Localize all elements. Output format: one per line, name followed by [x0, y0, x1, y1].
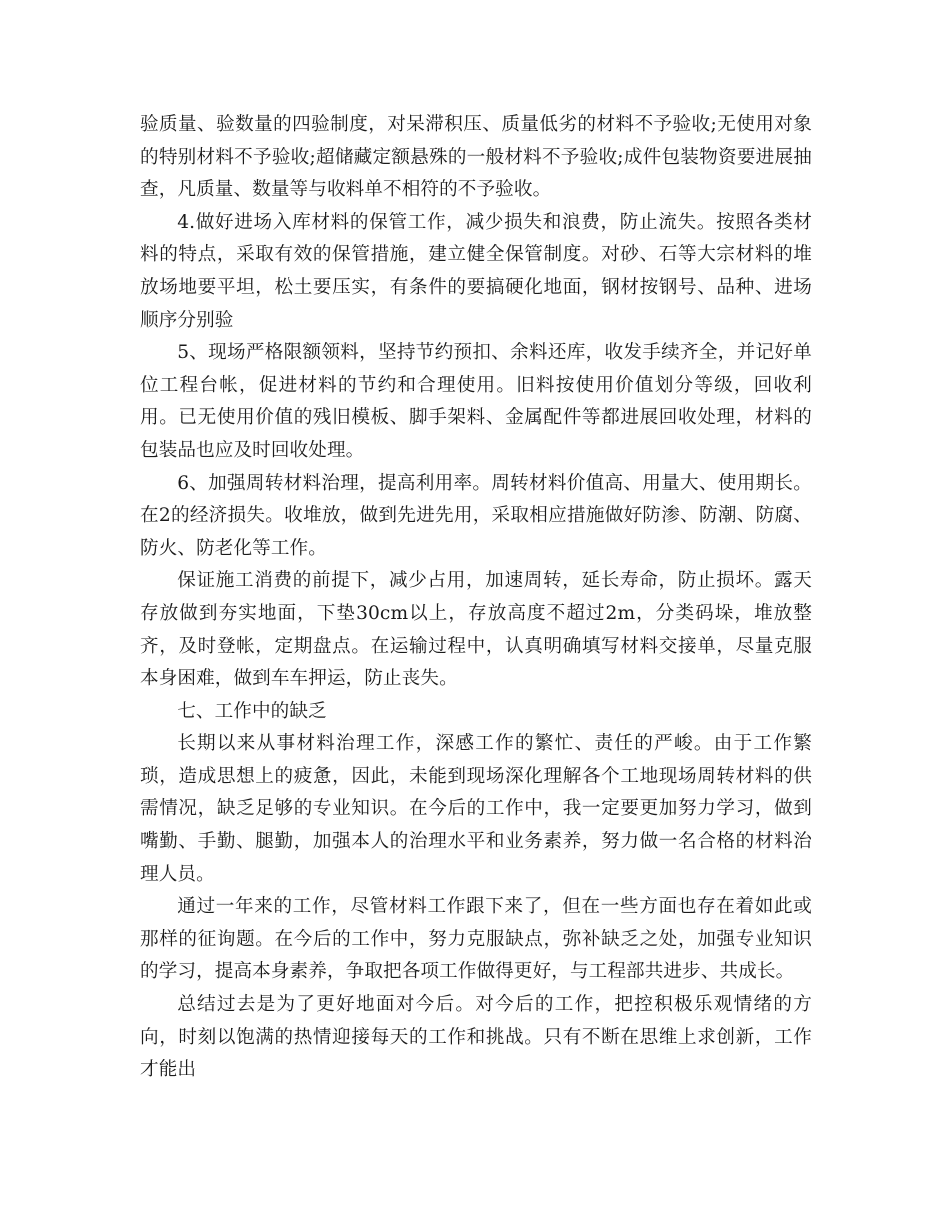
- paragraph-6: 长期以来从事材料治理工作，深感工作的繁忙、责任的严峻。由于工作繁琐，造成思想上的疲惫，因此，未能到现场深化理解各个工地现场周转材料的供需情况，缺乏足够的专业知识。在今后的工作中，我一定要更加努力学习，做到嘴勤、手勤、腿勤，加强本人的治理水平和业务素养，努力做一名合格的材料治理人员。: [140, 733, 812, 885]
- paragraph-2: 4.做好进场入库材料的保管工作，减少损失和浪费，防止流失。按照各类材料的特点，采取有效的保管措施，建立健全保管制度。对砂、石等大宗材料的堆放场地要平坦，松土要压实，有条件的要搞硬化地面，钢材按钢号、品种、进场顺序分别验: [140, 211, 812, 331]
- paragraph-4: 6、加强周转材料治理，提高利用率。周转材料价值高、用量大、使用期长。在2的经济损失。收堆放，做到先进先用，采取相应措施做好防渗、防潮、防腐、防火、防老化等工作。: [140, 472, 812, 559]
- paragraph-5: 保证施工消费的前提下，减少占用，加速周转，延长寿命，防止损坏。露天存放做到夯实地面，下垫30cm以上，存放高度不超过2m，分类码垛，堆放整齐，及时登帐，定期盘点。在运输过程中，认真明确填写材料交接单，尽量克服本身困难，做到车车押运，防止丧失。: [140, 570, 812, 690]
- document-body: [140, 109, 812, 1087]
- paragraph-8: 总结过去是为了更好地面对今后。对今后的工作，把控积极乐观情绪的方向，时刻以饱满的热情迎接每天的工作和挑战。只有不断在思维上求创新，工作才能出: [140, 994, 812, 1081]
- section-heading: 七、工作中的缺乏: [177, 700, 327, 722]
- paragraph-7: 通过一年来的工作，尽管材料工作跟下来了，但在一些方面也存在着如此或那样的征询题。在今后的工作中，努力克服缺点，弥补缺乏之处，加强专业知识的学习，提高本身素养，争取把各项工作做得更好，与工程部共进步、共成长。: [140, 896, 812, 983]
- paragraph-1: 验质量、验数量的四验制度，对呆滞积压、质量低劣的材料不予验收;无使用对象的特别材料不予验收;超储藏定额悬殊的一般材料不予验收;成件包装物资要进展抽查，凡质量、数量等与收料单不相符的不予验收。: [140, 114, 812, 201]
- paragraph-3: 5、现场严格限额领料，坚持节约预扣、余料还库，收发手续齐全，并记好单位工程台帐，促进材料的节约和合理使用。旧料按使用价值划分等级，回收利用。已无使用价值的残旧模板、脚手架料、金属配件等都进展回收处理，材料的包装品也应及时回收处理。: [140, 342, 812, 461]
